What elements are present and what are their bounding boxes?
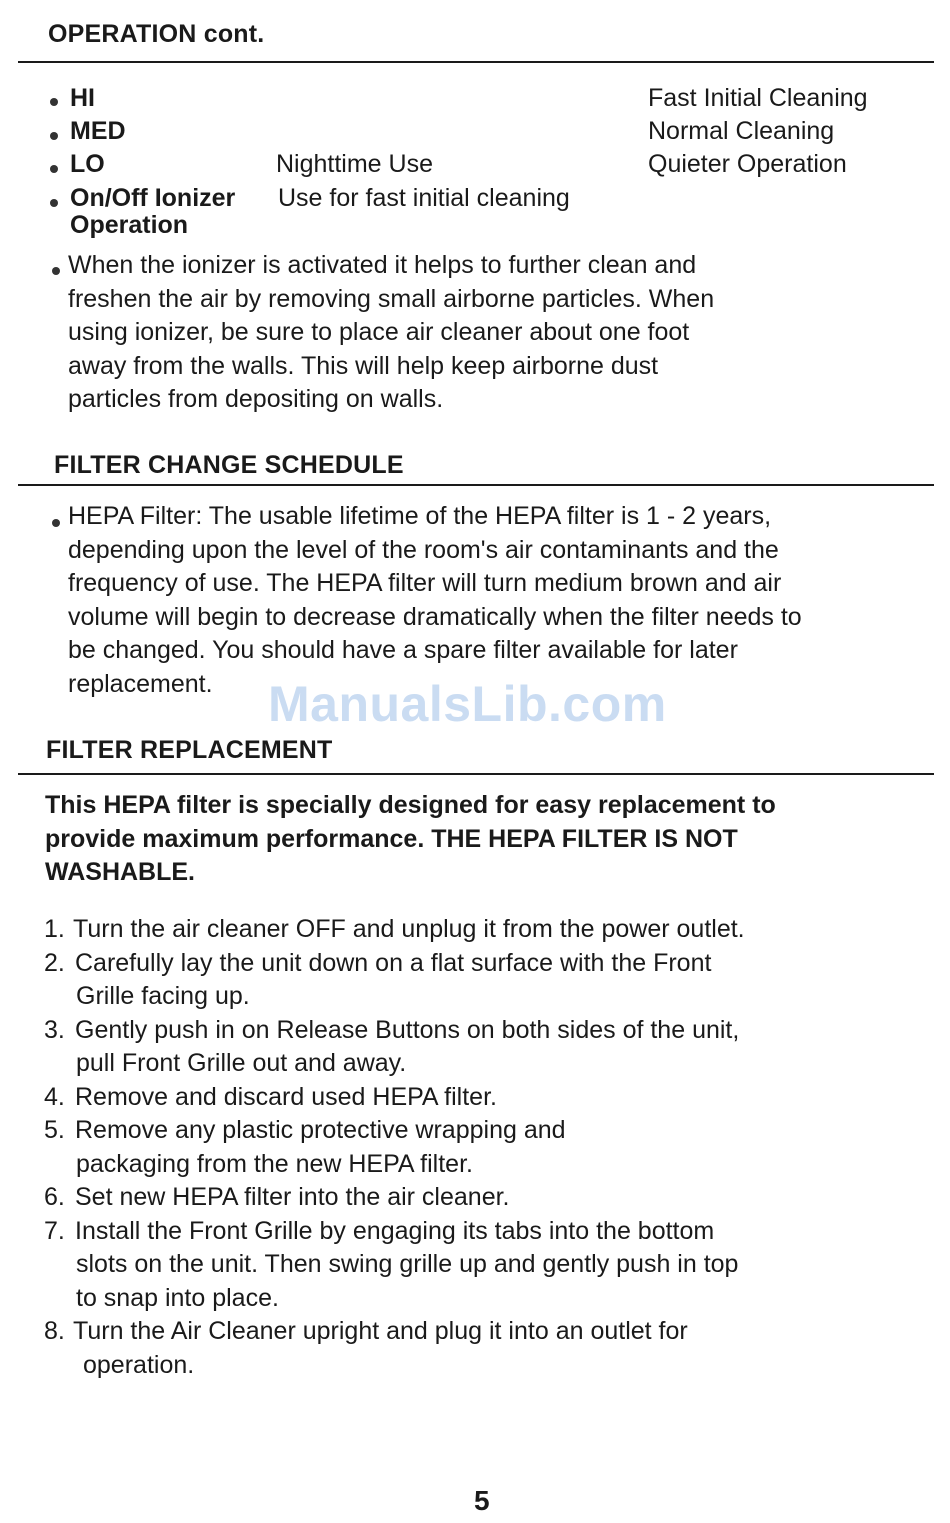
step-text: Carefully lay the unit down on a flat surface with the Front [75,949,712,977]
paragraph-line: HEPA Filter: The usable lifetime of the HEPA filter is 1 - 2 years, [68,502,772,530]
step-text: Set new HEPA filter into the air cleaner. [75,1183,510,1211]
bullet-icon [50,93,58,111]
setting-name-continued: Operation [70,211,189,239]
step-number: 2. [44,949,65,977]
step-number: 4. [44,1083,65,1111]
replacement-intro [45,789,776,890]
setting-name: MED [70,117,126,145]
bullet-icon [50,160,58,178]
setting-note: Quieter Operation [648,150,847,178]
watermark-logo: ManualsLib.com [268,676,667,732]
step-text: Gently push in on Release Buttons on both sides of the unit, [75,1016,740,1044]
paragraph-line: away from the walls. This will help keep airborne dust [68,351,659,380]
paragraph-line: When the ionizer is activated it helps to further clean and [68,251,697,279]
bullet-icon [52,262,60,280]
setting-name: On/Off Ionizer [70,184,236,212]
paragraph-line: depending upon the level of the room's air contaminants and the [68,535,779,564]
step-text: Remove and discard used HEPA filter. [75,1083,497,1111]
step-text-continued: operation. [83,1351,195,1379]
step-number: 5. [44,1116,65,1144]
paragraph-line: using ionizer, be sure to place air cleaner about one foot [68,318,690,346]
bullet-icon [50,127,58,145]
paragraph-line: freshen the air by removing small airborne particles. When [68,284,715,313]
paragraph-line: volume will begin to decrease dramatically when the filter needs to [68,602,802,631]
bullet-icon [50,194,58,212]
section-divider [18,773,934,775]
section-heading-operation: OPERATION cont. [48,20,265,48]
section-divider [18,61,934,63]
step-text: Install the Front Grille by engaging its tabs into the bottom [75,1217,715,1245]
paragraph-line: This HEPA filter is specially designed for easy replacement to [45,791,776,819]
paragraph-line: WASHABLE. [45,858,195,886]
paragraph-line: frequency of use. The HEPA filter will turn medium brown and air [68,569,782,597]
step-number: 3. [44,1016,65,1044]
section-divider [18,484,934,486]
paragraph-line: provide maximum performance. THE HEPA FILTER IS NOT [45,824,738,853]
step-text-continued: to snap into place. [76,1284,279,1312]
page-number: 5 [474,1485,490,1516]
step-number: 8. [44,1317,65,1345]
section-heading-filter-replacement: FILTER REPLACEMENT [46,736,333,764]
step-text-continued: packaging from the new HEPA filter. [76,1150,473,1178]
paragraph-line: be changed. You should have a spare filter available for later [68,636,738,664]
step-number: 7. [44,1217,65,1245]
setting-use: Nighttime Use [276,150,433,178]
setting-name: LO [70,150,105,178]
step-text: Turn the Air Cleaner upright and plug it into an outlet for [73,1317,688,1345]
setting-name: HI [70,84,95,112]
paragraph-line: particles from depositing on walls. [68,385,444,413]
ionizer-paragraph [68,249,714,417]
step-text: Turn the air cleaner OFF and unplug it from the power outlet. [73,915,745,943]
setting-use: Use for fast initial cleaning [278,184,570,212]
paragraph-line: replacement. [68,669,213,698]
setting-note: Normal Cleaning [648,117,835,145]
step-text: Remove any plastic protective wrapping and [75,1116,566,1144]
bullet-icon [52,514,60,532]
section-heading-filter-change-schedule: FILTER CHANGE SCHEDULE [54,451,404,479]
setting-note: Fast Initial Cleaning [648,84,868,112]
step-text-continued: Grille facing up. [76,982,250,1010]
schedule-paragraph [68,500,802,701]
step-text-continued: slots on the unit. Then swing grille up and gently push in top [76,1250,739,1278]
step-number: 6. [44,1183,65,1211]
step-text-continued: pull Front Grille out and away. [76,1049,407,1077]
step-number: 1. [44,915,65,943]
